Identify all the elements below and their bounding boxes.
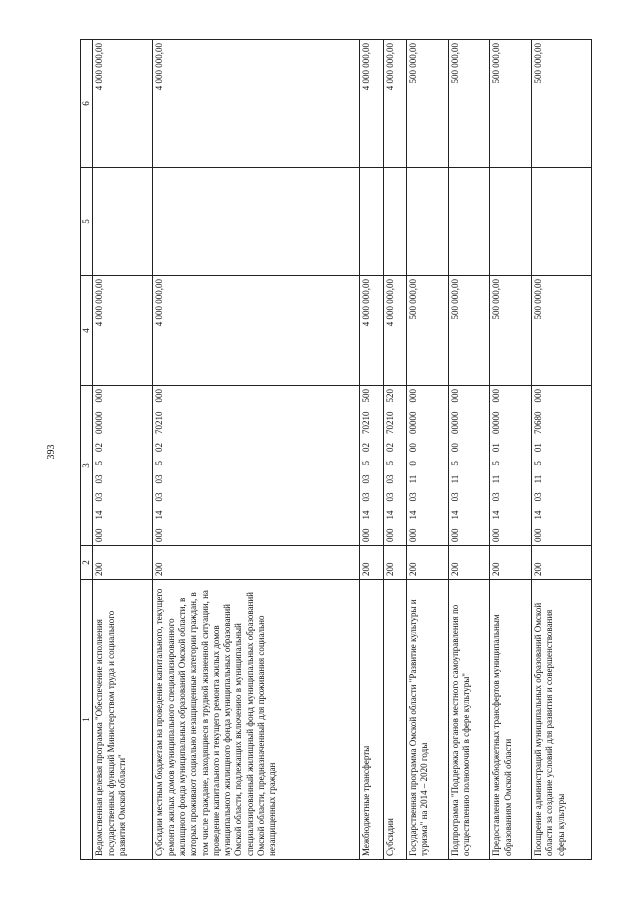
code-parts — [491, 389, 502, 542]
row-name: Предоставление межбюджетных трансфертов муниципальным образованиям Омской области — [490, 580, 532, 860]
code-part: 000 — [449, 528, 460, 542]
code-part: 03 — [94, 492, 105, 502]
row-budget-classification-code — [153, 386, 360, 546]
code-part: 70210 — [384, 411, 395, 434]
code-part: 000 — [384, 528, 395, 542]
code-part: 02 — [384, 443, 395, 452]
row-amount-col6: 4 000 000,00 — [153, 40, 360, 168]
table-row — [406, 40, 448, 860]
code-part: 03 — [407, 492, 418, 502]
row-budget-classification-code — [531, 386, 591, 546]
row-admin-code: 200 — [93, 546, 153, 580]
table-row — [93, 40, 153, 860]
code-part: 03 — [361, 492, 372, 502]
row-amount-col4: 500 000,00 — [531, 276, 591, 386]
code-part: 14 — [491, 510, 502, 520]
header-row — [81, 40, 93, 860]
header-col-1: 1 — [81, 580, 93, 860]
table-row — [360, 40, 383, 860]
row-budget-classification-code — [448, 386, 490, 546]
row-amount-col5 — [531, 168, 591, 276]
code-part: 00 — [449, 443, 460, 453]
code-part: 03 — [491, 492, 502, 502]
code-parts — [450, 389, 461, 542]
row-admin-code: 200 — [153, 546, 360, 580]
code-part: 11 — [407, 474, 418, 484]
row-name: Субсидии — [383, 580, 406, 860]
row-admin-code: 200 — [360, 546, 383, 580]
row-amount-col5 — [93, 168, 153, 276]
row-admin-code: 200 — [531, 546, 591, 580]
row-amount-col5 — [153, 168, 360, 276]
code-part: 5 — [449, 461, 460, 466]
code-part: 11 — [449, 474, 460, 484]
row-admin-code: 200 — [383, 546, 406, 580]
code-part: 000 — [532, 389, 543, 403]
row-admin-code: 200 — [448, 546, 490, 580]
code-part: 70210 — [154, 411, 165, 434]
row-amount-col6: 500 000,00 — [406, 40, 448, 168]
code-part: 01 — [532, 443, 543, 453]
code-part: 01 — [491, 443, 502, 453]
row-amount-col5 — [360, 168, 383, 276]
table-row — [153, 40, 360, 860]
table-row — [383, 40, 406, 860]
row-amount-col4: 4 000 000,00 — [93, 276, 153, 386]
row-admin-code: 200 — [490, 546, 532, 580]
row-amount-col5 — [406, 168, 448, 276]
code-part: 5 — [154, 461, 165, 466]
code-part: 5 — [491, 461, 502, 466]
code-part: 000 — [449, 389, 460, 403]
row-name: Подпрограмма "Поддержка органов местного самоуправления по осуществлению полномочий в сфере культуры" — [448, 580, 490, 860]
row-budget-classification-code — [490, 386, 532, 546]
row-name: Поощрение администраций муниципальных образований Омской области за создание условий для развития и совершенствования сферы культуры — [531, 580, 591, 860]
header-col-2: 2 — [81, 546, 93, 580]
row-amount-col6: 500 000,00 — [448, 40, 490, 168]
code-part: 14 — [532, 510, 543, 520]
rotated-table-wrapper — [80, 40, 592, 860]
code-part: 000 — [94, 389, 105, 403]
row-amount-col6: 500 000,00 — [490, 40, 532, 168]
code-parts — [94, 389, 105, 542]
table-row — [531, 40, 591, 860]
row-budget-classification-code — [383, 386, 406, 546]
code-part: 000 — [532, 528, 543, 542]
code-part: 03 — [384, 492, 395, 502]
row-budget-classification-code — [406, 386, 448, 546]
row-name: Ведомственная целевая программа "Обеспечение исполнения государственных функций Министерством труда и социального развития Омской области" — [93, 580, 153, 860]
code-parts — [361, 389, 372, 542]
row-amount-col4: 4 000 000,00 — [153, 276, 360, 386]
code-part: 14 — [449, 510, 460, 520]
code-parts — [385, 389, 396, 542]
table-row — [448, 40, 490, 860]
header-col-4: 4 — [81, 276, 93, 386]
table-row — [490, 40, 532, 860]
row-amount-col4: 500 000,00 — [448, 276, 490, 386]
row-name: Субсидии местным бюджетам на проведение капитального, текущего ремонта жилых домов муниципального специализированного жилищного фонда муниципальных образований Омской области, в которых проживают социально незащищенные категории граждан, в том числе граждане, находящиеся в трудной жизненной ситуации, на проведение капитального и текущего ремонта жилых домов муниципального жилищного фонда муниципальных образований Омской области, подлежащих включению в муниципальный специализированный жилищный фонд муниципальных образований Омской области, предназначенный для проживания социально незащищенных граждан — [153, 580, 360, 860]
row-admin-code: 200 — [406, 546, 448, 580]
code-part: 03 — [154, 474, 165, 484]
header-col-3: 3 — [81, 386, 93, 546]
code-part: 00000 — [407, 411, 418, 435]
code-part: 11 — [532, 474, 543, 484]
code-part: 14 — [407, 510, 418, 520]
code-part: 000 — [361, 528, 372, 542]
row-amount-col5 — [490, 168, 532, 276]
row-amount-col6: 4 000 000,00 — [93, 40, 153, 168]
row-amount-col6: 4 000 000,00 — [383, 40, 406, 168]
code-part: 000 — [407, 528, 418, 542]
code-part: 03 — [384, 474, 395, 484]
code-part: 14 — [361, 510, 372, 520]
row-name: Межбюджетные трансферты — [360, 580, 383, 860]
code-part: 11 — [491, 474, 502, 484]
code-part: 5 — [532, 461, 543, 466]
code-part: 00000 — [491, 411, 502, 435]
code-part: 14 — [94, 510, 105, 520]
code-part: 70210 — [361, 411, 372, 434]
code-parts — [154, 389, 165, 542]
header-col-6: 6 — [81, 40, 93, 168]
code-part: 70680 — [532, 411, 543, 435]
row-amount-col4: 500 000,00 — [406, 276, 448, 386]
row-amount-col4: 500 000,00 — [490, 276, 532, 386]
code-part: 03 — [154, 492, 165, 502]
code-part: 03 — [94, 474, 105, 484]
code-part: 5 — [94, 461, 105, 466]
code-part: 03 — [361, 474, 372, 484]
code-part: 00000 — [449, 411, 460, 435]
page-number: 393 — [46, 444, 57, 460]
code-part: 5 — [361, 461, 372, 466]
code-part: 02 — [154, 443, 165, 452]
code-part: 000 — [94, 528, 105, 542]
row-amount-col5 — [383, 168, 406, 276]
code-parts — [408, 389, 419, 542]
code-part: 500 — [361, 389, 372, 403]
code-part: 00000 — [94, 411, 105, 434]
code-part: 02 — [94, 443, 105, 452]
header-col-5: 5 — [81, 168, 93, 276]
row-amount-col4: 4 000 000,00 — [360, 276, 383, 386]
code-part: 000 — [154, 389, 165, 403]
row-amount-col4: 4 000 000,00 — [383, 276, 406, 386]
code-part: 00 — [407, 443, 418, 453]
row-amount-col6: 500 000,00 — [531, 40, 591, 168]
code-part: 520 — [384, 389, 395, 403]
code-part: 03 — [532, 492, 543, 502]
code-part: 03 — [449, 492, 460, 502]
row-budget-classification-code — [360, 386, 383, 546]
code-part: 000 — [491, 389, 502, 403]
row-budget-classification-code — [93, 386, 153, 546]
code-part: 14 — [154, 510, 165, 520]
row-amount-col6: 4 000 000,00 — [360, 40, 383, 168]
code-part: 000 — [407, 389, 418, 403]
code-part: 02 — [361, 443, 372, 452]
code-part: 14 — [384, 510, 395, 520]
code-part: 000 — [154, 528, 165, 542]
code-part: 0 — [407, 461, 418, 466]
row-amount-col5 — [448, 168, 490, 276]
row-name: Государственная программа Омской области "Развитие культуры и туризма" на 2014 – 2020 годы — [406, 580, 448, 860]
code-part: 000 — [491, 528, 502, 542]
code-part: 5 — [384, 461, 395, 466]
budget-table — [80, 39, 592, 860]
code-parts — [533, 389, 544, 542]
